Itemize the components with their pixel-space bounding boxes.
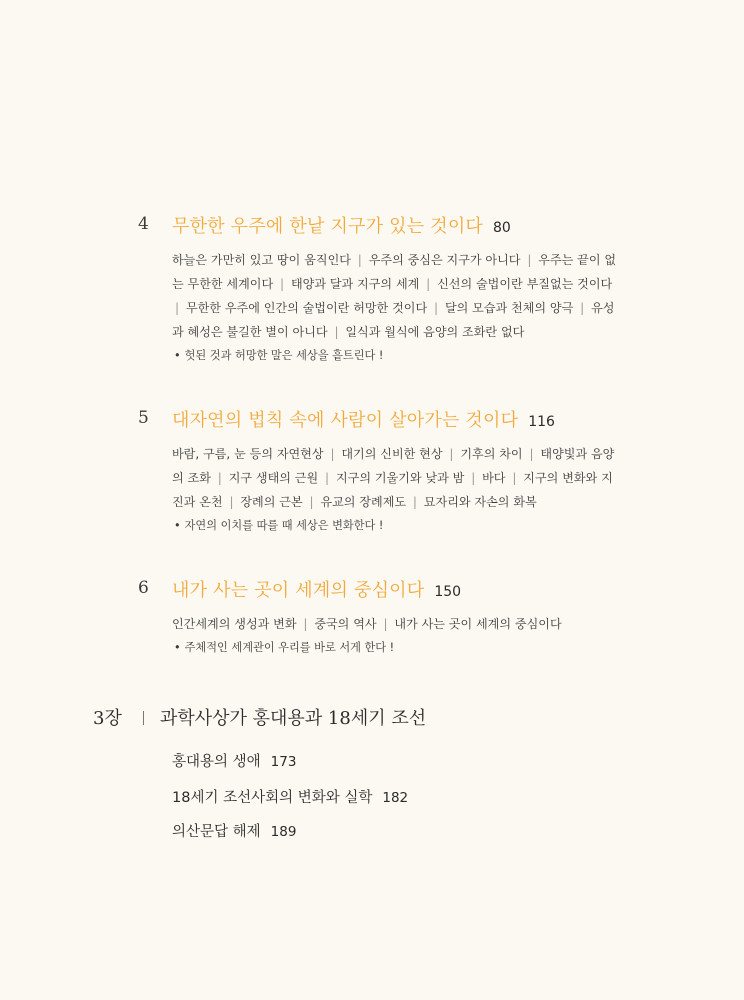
topic-item: 우주의 중심은 지구가 아니다 [368, 253, 521, 267]
topic-separator: | [280, 277, 285, 291]
topic-item: 중국의 역사 [314, 617, 377, 631]
topic-separator: | [434, 301, 439, 315]
bullet-icon: • [174, 641, 181, 654]
topic-item: 바람, 구름, 눈 등의 자연현상 [172, 447, 324, 461]
chapter-entry-page: 189 [270, 824, 297, 840]
topic-item: 지구의 기울기와 낮과 밤 [335, 471, 465, 485]
topic-item: 유성과 혜성은 불길한 별이 아니다 [172, 301, 615, 339]
topic-separator: | [383, 617, 388, 631]
chapter-entry[interactable]: 의산문답 해제 189 [172, 824, 297, 840]
topic-item: 유교의 장례제도 [320, 495, 407, 509]
chapter-label: 3장 [93, 708, 122, 729]
chapter-entry[interactable]: 홍대용의 생애 173 [172, 754, 297, 770]
toc-section-4 [0, 214, 744, 366]
chapter-entry-page: 173 [270, 754, 297, 770]
chapter-divider [143, 711, 144, 725]
topic-item: 태양빛과 음양의 조화 [172, 447, 615, 485]
topic-item: 지구 생태의 근원 [228, 471, 319, 485]
section-number: 6 [138, 578, 149, 598]
toc-section-5 [0, 408, 744, 536]
topic-item: 내가 사는 곳이 세계의 중심이다 [394, 617, 562, 631]
section-title[interactable]: 내가 사는 곳이 세계의 중심이다 150 [172, 580, 462, 601]
topic-separator: | [471, 471, 476, 485]
topic-item: 신선의 술법이란 부질없는 것이다 [437, 277, 613, 291]
section-header [0, 214, 744, 244]
topic-item: 일식과 월식에 음양의 조화란 없다 [345, 325, 525, 339]
section-header [0, 578, 744, 608]
section-topics [172, 248, 624, 344]
topic-item: 달의 모습과 천체의 양극 [444, 301, 574, 315]
chapter-entry-page: 182 [382, 790, 409, 806]
section-header [0, 408, 744, 438]
section-page-number: 80 [493, 220, 511, 236]
topic-item: 지구의 변화와 지진과 온천 [172, 471, 613, 509]
section-summary-note: • 주체적인 세계관이 우리를 바로 서게 한다 ! [174, 641, 395, 654]
topic-item: 묘자리와 자손의 화복 [423, 495, 537, 509]
section-page-number: 116 [528, 414, 555, 430]
topic-item: 인간세계의 생성과 변화 [172, 617, 297, 631]
section-number: 5 [138, 408, 149, 428]
topic-separator: | [229, 495, 234, 509]
bullet-icon: • [174, 519, 181, 532]
section-title[interactable]: 무한한 우주에 한낱 지구가 있는 것이다 80 [172, 216, 511, 237]
topic-item: 무한한 우주에 인간의 술법이란 허망한 것이다 [185, 301, 428, 315]
topic-separator: | [325, 471, 330, 485]
topic-item: 태양과 달과 지구의 세계 [290, 277, 420, 291]
topic-separator: | [217, 471, 222, 485]
topic-separator: | [449, 447, 454, 461]
bullet-icon: • [174, 349, 181, 362]
section-topics [172, 442, 624, 514]
chapter-entry[interactable]: 18세기 조선사회의 변화와 실학 182 [172, 790, 409, 806]
section-topics [172, 612, 624, 636]
section-summary-note: • 헛된 것과 허망한 말은 세상을 흩트린다 ! [174, 349, 384, 362]
section-number: 4 [138, 214, 149, 234]
topic-separator: | [303, 617, 308, 631]
toc-section-6 [0, 578, 744, 658]
topic-item: 바다 [482, 471, 506, 485]
topic-item: 대기의 신비한 현상 [341, 447, 443, 461]
topic-item: 하늘은 가만히 있고 땅이 움직인다 [172, 253, 351, 267]
chapter-title[interactable]: 과학사상가 홍대용과 18세기 조선 [160, 708, 427, 729]
topic-item: 장례의 근본 [240, 495, 303, 509]
topic-separator: | [529, 447, 534, 461]
topic-separator: | [426, 277, 431, 291]
section-summary-note: • 자연의 이치를 따를 때 세상은 변화한다 ! [174, 519, 384, 532]
topic-item: 우주는 끝이 없는 무한한 세계이다 [172, 253, 617, 291]
section-page-number: 150 [434, 584, 462, 600]
section-title[interactable]: 대자연의 법칙 속에 사람이 살아가는 것이다 116 [172, 410, 555, 431]
topic-separator: | [527, 253, 532, 267]
topic-separator: | [334, 325, 339, 339]
topic-separator: | [309, 495, 314, 509]
topic-separator: | [330, 447, 335, 461]
topic-separator: | [412, 495, 417, 509]
topic-separator: | [580, 301, 585, 315]
topic-separator: | [175, 301, 180, 315]
topic-item: 기후의 차이 [460, 447, 523, 461]
topic-separator: | [512, 471, 517, 485]
topic-separator: | [357, 253, 362, 267]
